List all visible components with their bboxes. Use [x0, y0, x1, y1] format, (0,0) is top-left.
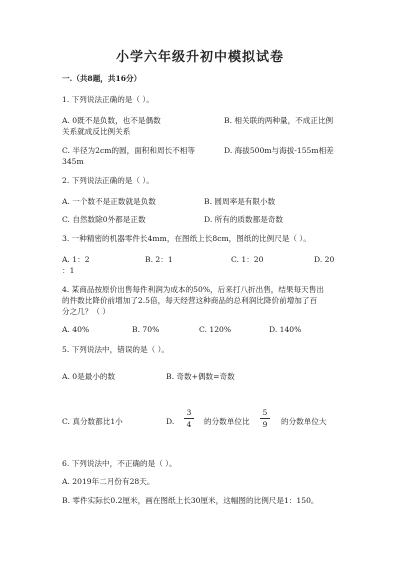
question-2-option-c: C. 自然数除0外都是正数 [62, 215, 146, 224]
fraction-2-bar [260, 418, 270, 419]
question-1-option-d: D. 海拔500m与海拔-155m相差 [224, 146, 334, 155]
question-4-line-3: 分之几？（ ） [62, 307, 110, 316]
question-2-option-b: B. 圆周率是有限小数 [204, 197, 276, 206]
fraction-2-denominator: 9 [262, 420, 268, 429]
exam-title: 小学六年级升初中模拟试卷 [115, 50, 284, 65]
fraction-1-numerator: 3 [186, 408, 192, 417]
question-5-option-a: A. 0是最小的数 [62, 372, 116, 381]
question-3-option-b: B. 2：1 [145, 255, 173, 264]
question-5-option-d-end: 的分数单位大 [281, 417, 327, 426]
fraction-2-numerator: 5 [262, 408, 268, 417]
question-1-option-b: B. 相关联的两种量，不成正比例 [224, 116, 334, 125]
question-5-option-c: C. 真分数都比1小 [62, 417, 123, 426]
question-1-stem: 1. 下列说法正确的是（ ）。 [62, 95, 154, 104]
question-6-option-a: A. 2019年二月份有28天。 [62, 477, 155, 486]
question-4-option-c: C. 120% [199, 325, 232, 334]
fraction-1-denominator: 4 [186, 420, 192, 429]
question-4-line-1: 4. 某商品按原价出售每件利润为成本的50%，后来打八折出售，结果每天售出 [62, 285, 324, 294]
question-3-option-d-cont: ：1 [62, 266, 75, 275]
question-6-stem: 6. 下列说法中，不正确的是（ ）。 [62, 459, 177, 468]
question-4-option-d: D. 140% [269, 325, 302, 334]
section-header: 一.（共8题，共16分） [62, 74, 142, 83]
question-1-option-a: A. 0既不是负数，也不是偶数 [62, 116, 161, 125]
question-5-option-d: D. [166, 417, 175, 426]
question-5-option-b: B. 奇数+偶数=奇数 [166, 372, 235, 381]
question-1-option-c: C. 半径为2cm的圆，面积和周长不相等 [62, 146, 195, 155]
question-5-option-d-middle: 的分数单位比 [204, 417, 250, 426]
question-3-stem: 3. 一种精密的机器零件长4mm，在图纸上长8cm，图纸的比例尺是（ ）。 [62, 234, 311, 243]
question-4-option-a: A. 40% [62, 325, 90, 334]
question-1-option-b-cont: 关系就成反比例关系 [62, 127, 131, 136]
fraction-five-ninths [260, 408, 270, 429]
fraction-three-quarters [184, 408, 194, 429]
question-6-option-b: B. 零件实际长0.2厘米，画在图纸上长30厘米，这幅图的比例尺是1：150。 [62, 496, 319, 505]
question-2-stem: 2. 下列说法正确的是（ ）。 [62, 176, 154, 185]
question-5-stem: 5. 下列说法中，错误的是（ ）。 [62, 345, 169, 354]
question-3-option-a: A. 1：2 [62, 255, 90, 264]
question-3-option-c: C. 1：20 [231, 255, 264, 264]
question-4-line-2: 的件数比降价前增加了2.5倍，每天经营这种商品的总利润比降价前增加了百 [62, 296, 318, 305]
fraction-1-bar [184, 418, 194, 419]
question-4-option-b: B. 70% [132, 325, 160, 334]
question-2-option-a: A. 一个数不是正数就是负数 [62, 197, 156, 206]
question-3-option-d: D. 20 [314, 255, 335, 264]
question-1-option-d-cont: 345m [62, 157, 84, 166]
question-2-option-d: D. 所有的质数都是奇数 [204, 215, 283, 224]
